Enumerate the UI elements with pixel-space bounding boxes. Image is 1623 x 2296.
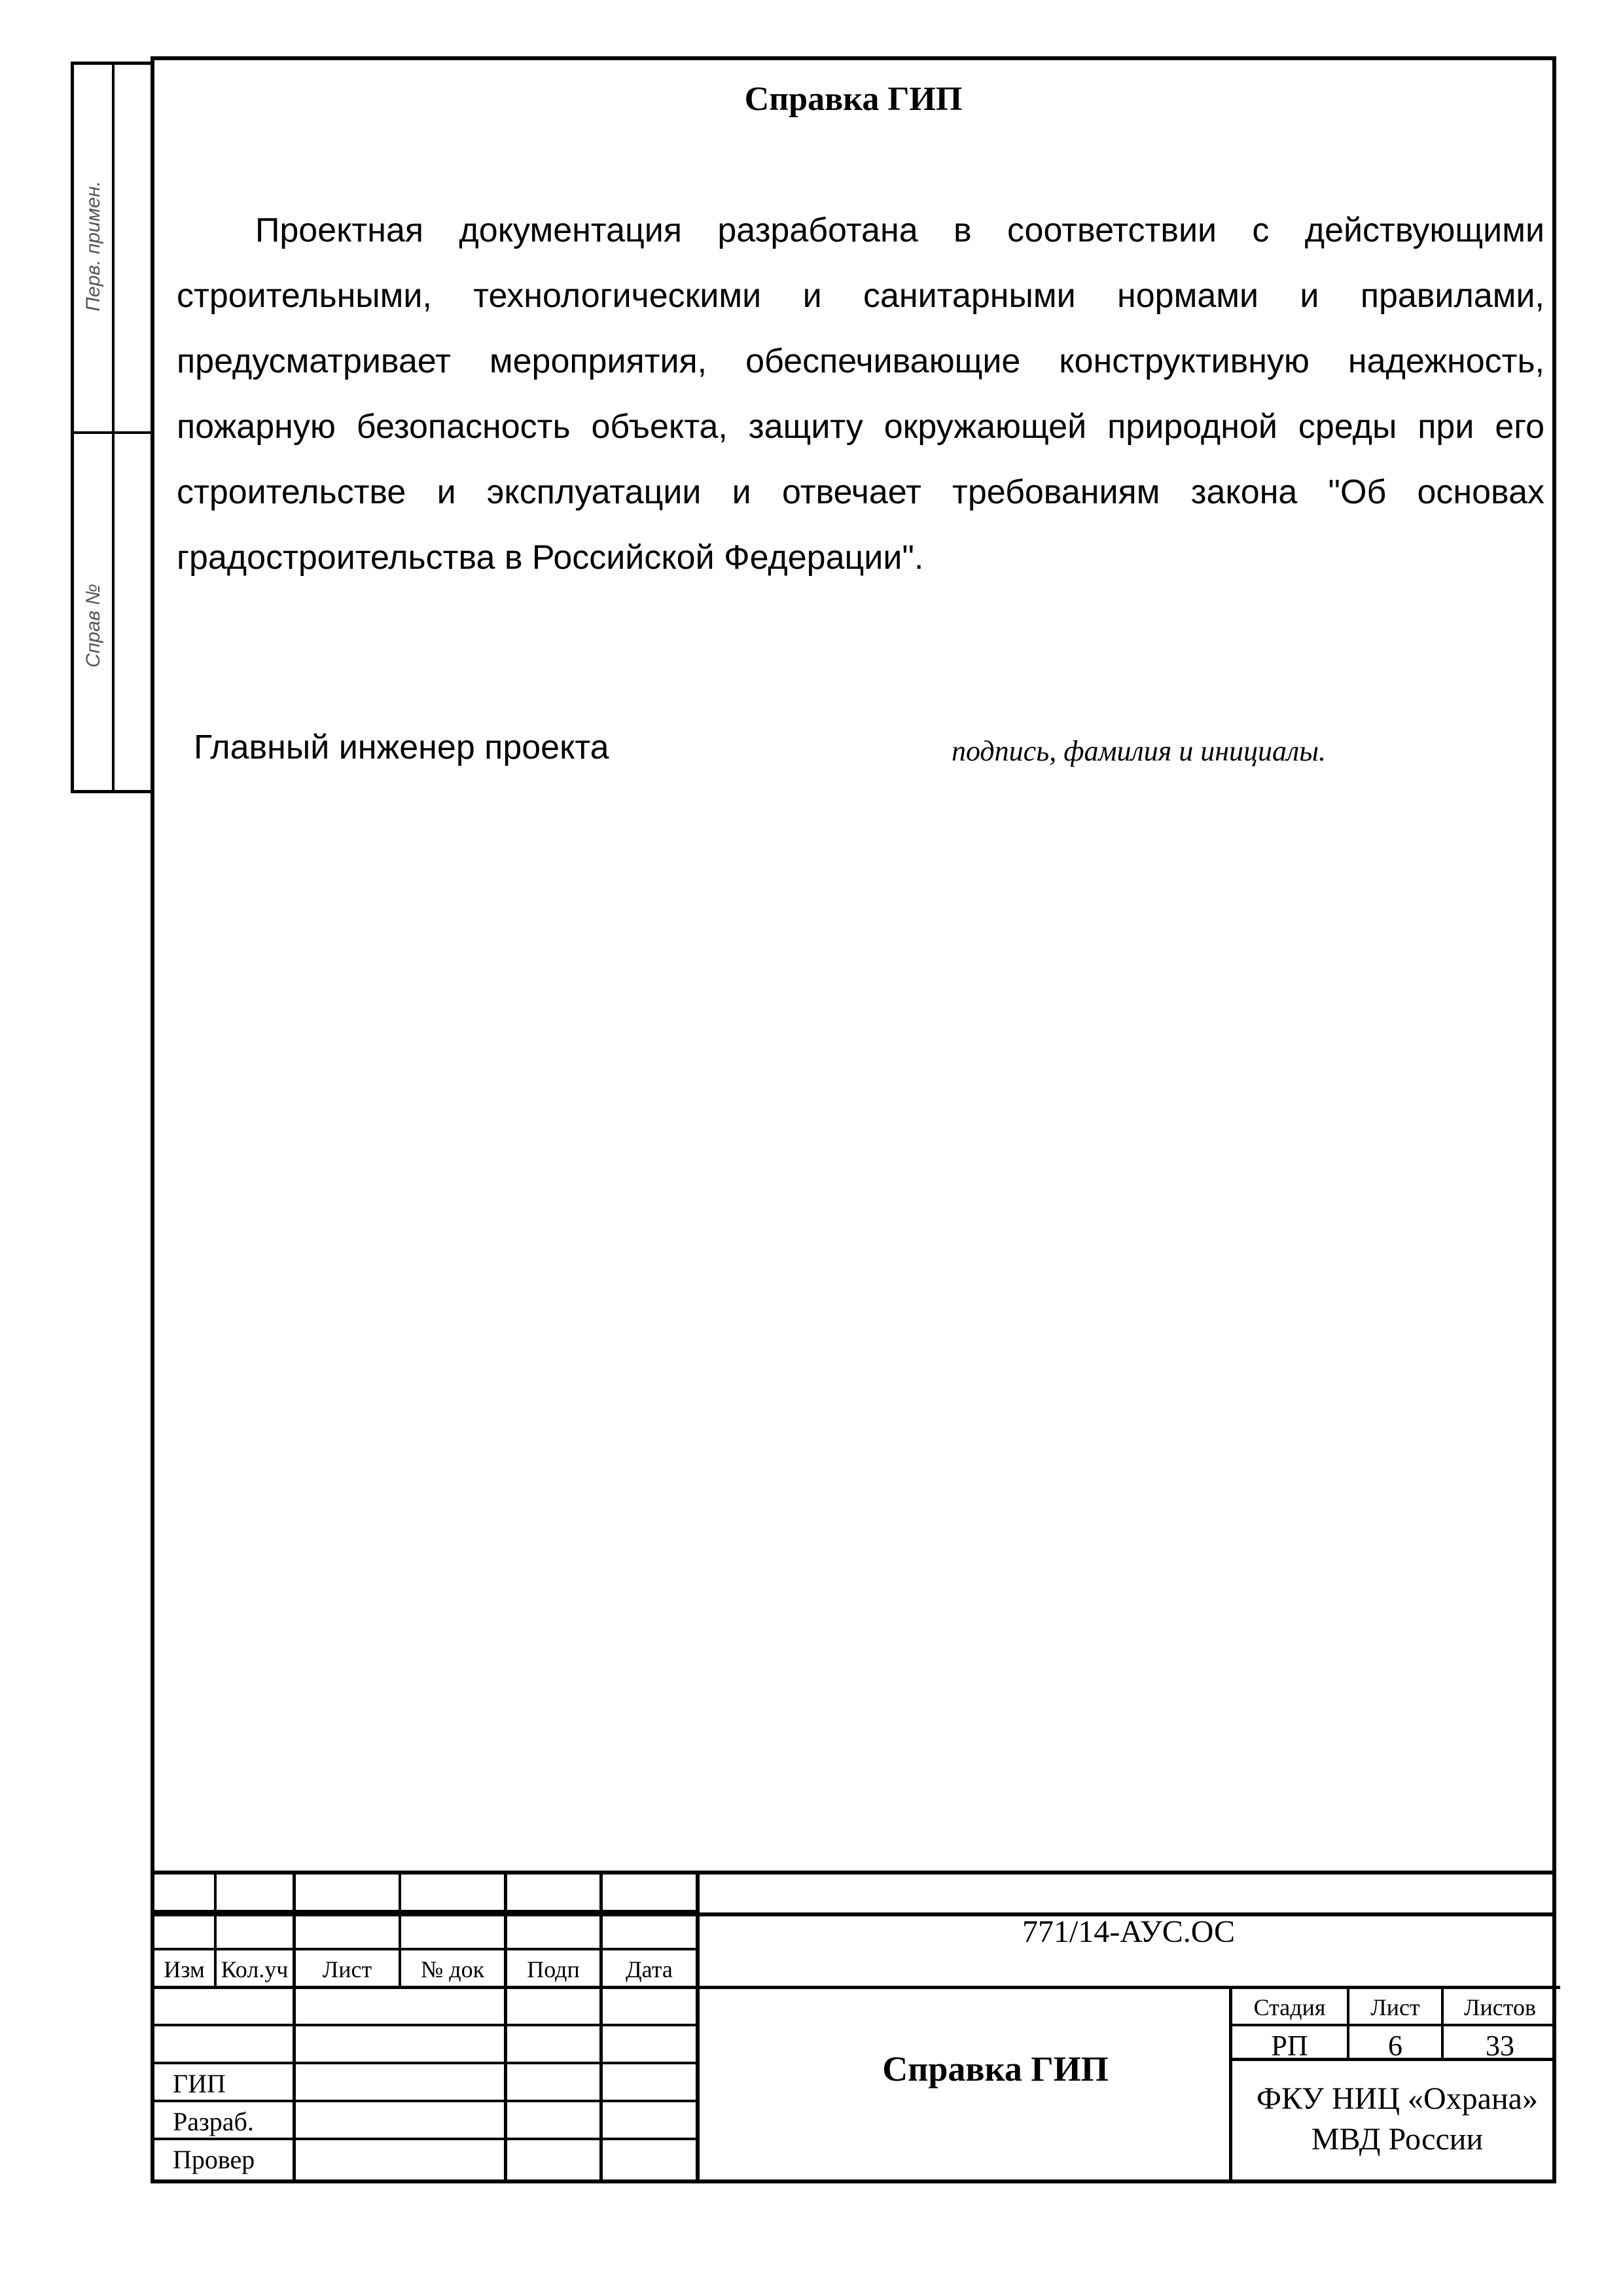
stamp-line (154, 1948, 696, 1950)
document-title: Справка ГИП (744, 81, 963, 118)
stamp-line (1229, 2024, 1556, 2026)
title-block (151, 1871, 1556, 2183)
side-label-first-use: Перв. примен. (82, 181, 104, 312)
stamp-line (154, 2100, 696, 2102)
stamp-line (154, 2062, 696, 2064)
signature-caption: подпись, фамилия и инициалы. (952, 735, 1326, 767)
role-gip: ГИП (173, 2069, 226, 2098)
header-kol-uch: Кол.уч (221, 1956, 289, 1982)
header-izm: Изм (164, 1956, 205, 1982)
side-label-reference: Справ № (82, 583, 104, 668)
stamp-line (696, 1874, 700, 2183)
organization-line-1: ФКУ НИЦ «Охрана» (1257, 2081, 1538, 2116)
side-strip (71, 62, 151, 793)
organization-line-2: МВД России (1311, 2122, 1484, 2157)
signature-title: Главный инженер проекта (194, 728, 609, 766)
document-frame (151, 56, 1556, 1916)
document-code: 771/14-АУС.ОС (1022, 1914, 1236, 1949)
document-body (177, 198, 1544, 590)
document-paragraph: Проектная документация разработана в соответствии с действующими строительными, технологическими и санитарными нормами и правилами, предусматривает мероприятия, обеспечивающие конструктивную надежность, пожарную безопасность объекта, защиту окружающей природной среды при его строительстве и эксплуатации и отвечает требованиям закона "Об основах градостроительства в Российской Федерации". (177, 211, 1544, 577)
stamp-line (154, 1910, 696, 1912)
organization (1234, 2079, 1560, 2160)
sheets-header: Листов (1464, 1994, 1536, 2020)
header-data: Дата (626, 1956, 673, 1982)
stage-header: Стадия (1253, 1994, 1326, 2020)
header-n-dok: № док (420, 1956, 485, 1982)
role-prover: Провер (173, 2145, 255, 2174)
stage-value: РП (1271, 2030, 1308, 2062)
sheet-header: Лист (1370, 1994, 1420, 2020)
stamp-line (154, 2024, 696, 2026)
stamp-line (154, 2138, 696, 2140)
sheet-title: Справка ГИП (882, 2049, 1109, 2089)
side-strip-divider-vertical (112, 65, 115, 790)
role-razrab: Разраб. (173, 2107, 254, 2136)
side-strip-divider-horizontal (74, 431, 151, 434)
header-podp: Подп (527, 1956, 580, 1982)
sheet-value: 6 (1388, 2030, 1402, 2062)
header-list: Лист (322, 1956, 372, 1982)
sheets-value: 33 (1486, 2030, 1514, 2062)
